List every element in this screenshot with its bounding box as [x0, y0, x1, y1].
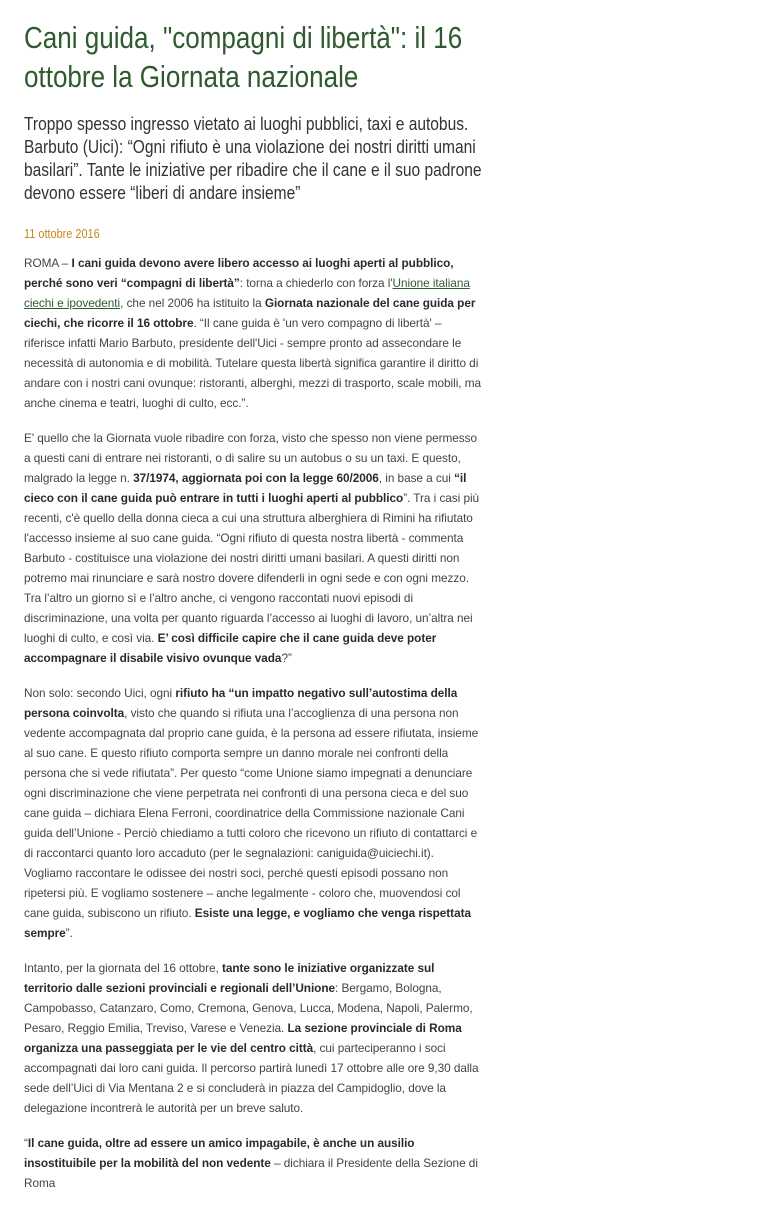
- article: [24, 18, 484, 1208]
- paragraph-5: “Il cane guida, oltre ad essere un amico impagabile, è anche un ausilio insostituibile per la mobilità del non vedente – dichiara il Presidente della Sezione di Roma: [24, 1136, 478, 1190]
- paragraph-4: Intanto, per la giornata del 16 ottobre, tante sono le iniziative organizzate sul territorio dalle sezioni provinciali e regionali dell’Unione: Bergamo, Bologna, Campobasso, Catanzaro, Como, Cremona, Genova, Lucca, Modena, Napoli, Palermo, Pesaro, Reggio Emilia, Treviso, Varese e Venezia. La sezione provinciale di Roma organizza una passeggiata per le vie del centro città, cui parteciperanno i soci accompagnati dai loro cani guida. Il percorso partirà lunedì 17 ottobre alle ore 9,30 dalla sede dell’Uici di Via Mentana 2 e si concluderà in piazza del Campidoglio, dove la delegazione incontrerà le autorità per un breve saluto.: [24, 961, 479, 1115]
- paragraph-2: E' quello che la Giornata vuole ribadire con forza, visto che spesso non viene permesso a questi cani di entrare nei ristoranti, o di salire su un autobus o su un taxi. E questo, malgrado la legge n. 37/1974, aggiornata poi con la legge 60/2006, in base a cui “il cieco con il cane guida può entrare in tutti i luoghi aperti al pubblico”. Tra i casi più recenti, c'è quello della donna cieca a cui una struttura alberghiera di Rimini ha rifiutato l'accesso insieme al suo cane guida. “Ogni rifiuto di questa nostra libertà - commenta Barbuto - costituisce una violazione dei nostri diritti umani basilari. A questi diritti non potremo mai rinunciare e sarà nostro dovere difenderli in ogni sede e con ogni mezzo. Tra l’altro un giorno sì e l’altro anche, ci vengono raccontati nuovi episodi di discriminazione, una volta per quanto riguarda l’accesso ai luoghi di lavoro, un’altra nei luoghi di culto, e così via. E’ così difficile capire che il cane guida deve poter accompagnare il disabile visivo ovunque vada?”: [24, 431, 480, 665]
- article-subtitle: Troppo spesso ingresso vietato ai luoghi pubblici, taxi e autobus. Barbuto (Uici): “Ogni rifiuto è una violazione dei nostri diritti umani basilari”. Tante le iniziative per ribadire che il cane e il suo padrone devono essere “liberi di andare insieme”: [24, 113, 482, 203]
- uici-link[interactable]: Unione italiana ciechi e ipovedenti: [24, 276, 470, 310]
- article-date: 11 ottobre 2016: [24, 226, 100, 241]
- paragraph-3: Non solo: secondo Uici, ogni rifiuto ha “un impatto negativo sull’autostima della persona coinvolta, visto che quando si rifiuta una l’accoglienza di una persona non vedente accompagnata dal proprio cane guida, è la persona ad essere rifiutata, insieme al suo cane. E questo rifiuto comporta sempre un danno morale nei confronti della persona che si vede rifiutata”. Per questo “come Unione siamo impegnati a denunciare ogni discriminazione che viene perpetrata nei confronti di una persona cieca e del suo cane guida – dichiara Elena Ferroni, coordinatrice della Commissione nazionale Cani guida dell’Unione - Perciò chiediamo a tutti coloro che ricevono un rifiuto di contattarci e di raccontarci quanto loro accaduto (per le segnalazioni: caniguida@uiciechi.it). Vogliamo raccontare le odissee dei nostri soci, perché questi episodi possano non ripetersi più. E vogliamo sostenere – anche legalmente - coloro che, muovendosi col cane guida, subiscono un rifiuto. Esiste una legge, e vogliamo che venga rispettata sempre”.: [24, 686, 479, 940]
- paragraph-1: ROMA – I cani guida devono avere libero accesso ai luoghi aperti al pubblico, perché sono veri “compagni di libertà”: torna a chiederlo con forza l'Unione italiana ciechi e ipovedenti, che nel 2006 ha istituito la Giornata nazionale del cane guida per ciechi, che ricorre il 16 ottobre. “Il cane guida è 'un vero compagno di libertà' – riferisce infatti Mario Barbuto, presidente dell'Uici - sempre pronto ad assecondare le necessità di autonomia e di mobilità. Tutelare questa libertà significa garantire il diritto di andare con i nostri cani ovunque: ristoranti, alberghi, mezzi di trasporto, scale mobili, ma anche cinema e teatri, luoghi di culto, ecc.”.: [24, 256, 482, 410]
- article-title: Cani guida, "compagni di libertà": il 16 ottobre la Giornata nazionale: [24, 20, 463, 94]
